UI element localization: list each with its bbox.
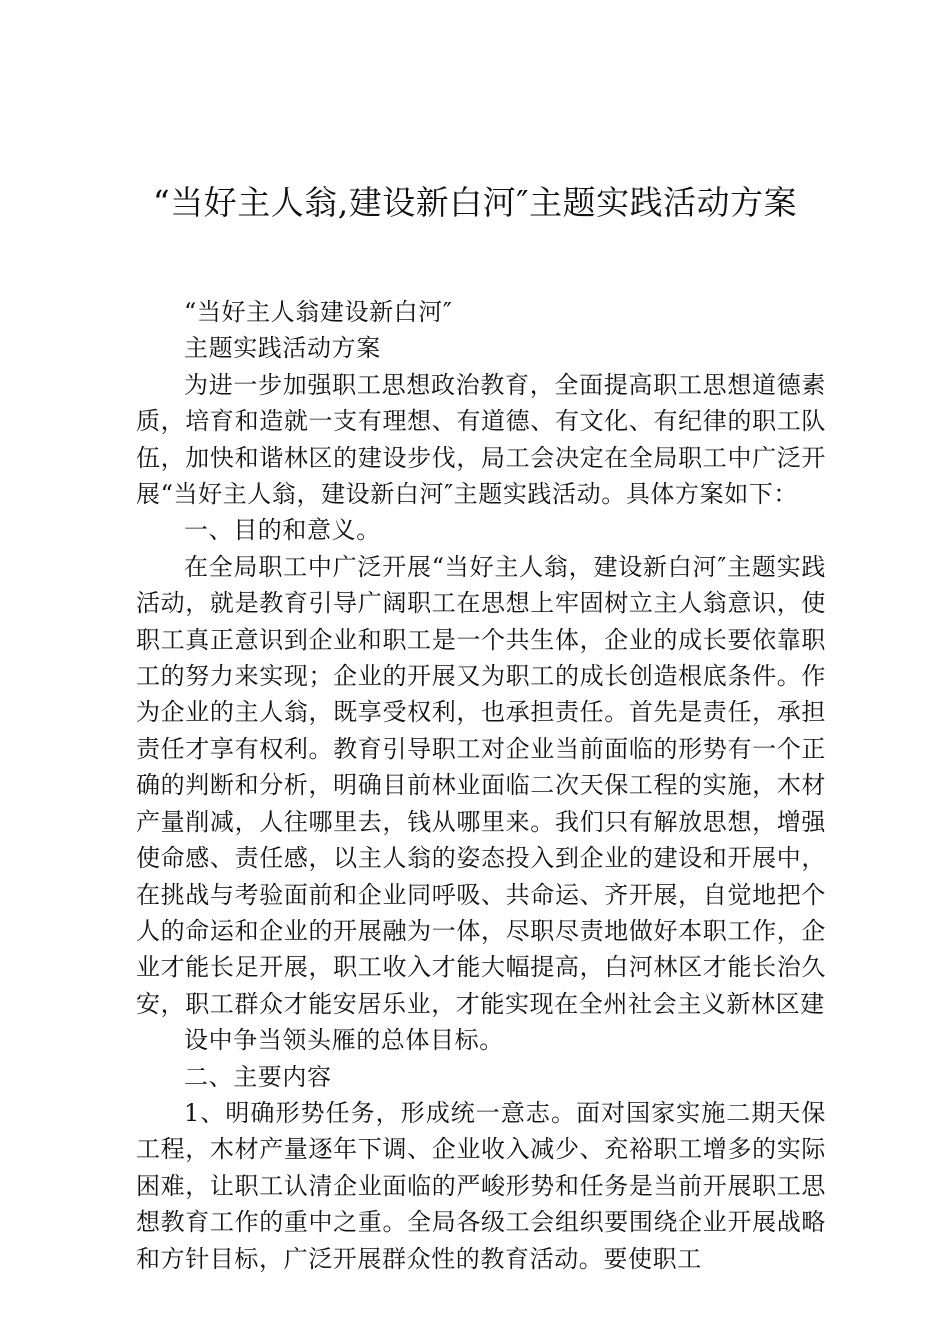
body-paragraph: 在全局职工中广泛开展“当好主人翁，建设新白河″主题实践活动，就是教育引导广阔职工在思想上牢固树立主人翁意识，使职工真正意识到企业和职工是一个共生体，企业的成长要依靠职工的努力来实现；企业的开展又为职工的成长创造根底条件。作为企业的主人翁，既享受权利，也承担责任。首先是责任，承担责任才享有权利。教育引导职工对企业当前面临的形势有一个正确的判断和分析，明确目前林业面临二次天保工程的实施，木材产量削减，人往哪里去，钱从哪里来。我们只有解放思想，增强使命感、责任感，以主人翁的姿态投入到企业的建设和开展中，在挑战与考验面前和企业同呼吸、共命运、齐开展，自觉地把个人的命运和企业的开展融为一体，尽职尽责地做好本职工作，企业才能长足开展，职工收入才能大幅提高，白河林区才能长治久安，职工群众才能安居乐业，才能实现在全州社会主义新林区建	[136, 552, 826, 1018]
body-paragraph: 主题实践活动方案	[184, 334, 381, 363]
body-paragraph: 1、明确形势任务，形成统一意志。面对国家实施二期天保工程，木材产量逐年下调、企业收入减少、充裕职工增多的实际困难，让职工认清企业面临的严峻形势和任务是当前开展职工思想教育工作的重中之重。全局各级工会组织要围绕企业开展战略和方针目标，广泛开展群众性的教育活动。要使职工	[136, 1098, 826, 1273]
document-body	[136, 294, 826, 1277]
section-heading: 二、主要内容	[184, 1062, 332, 1091]
body-paragraph: “当好主人翁建设新白河″	[184, 298, 453, 326]
document-title: “当好主人翁,建设新白河″主题实践活动方案	[152, 183, 798, 222]
body-paragraph: 设中争当领头雁的总体目标。	[184, 1026, 504, 1055]
body-paragraph: 为进一步加强职工思想政治教育，全面提高职工思想道德素质，培育和造就一支有理想、有道德、有文化、有纪律的职工队伍，加快和谐林区的建设步伐，局工会决定在全局职工中广泛开展“当好主人翁，建设新白河″主题实践活动。具体方案如下：	[136, 370, 826, 509]
section-heading: 一、目的和意义。	[184, 516, 381, 545]
